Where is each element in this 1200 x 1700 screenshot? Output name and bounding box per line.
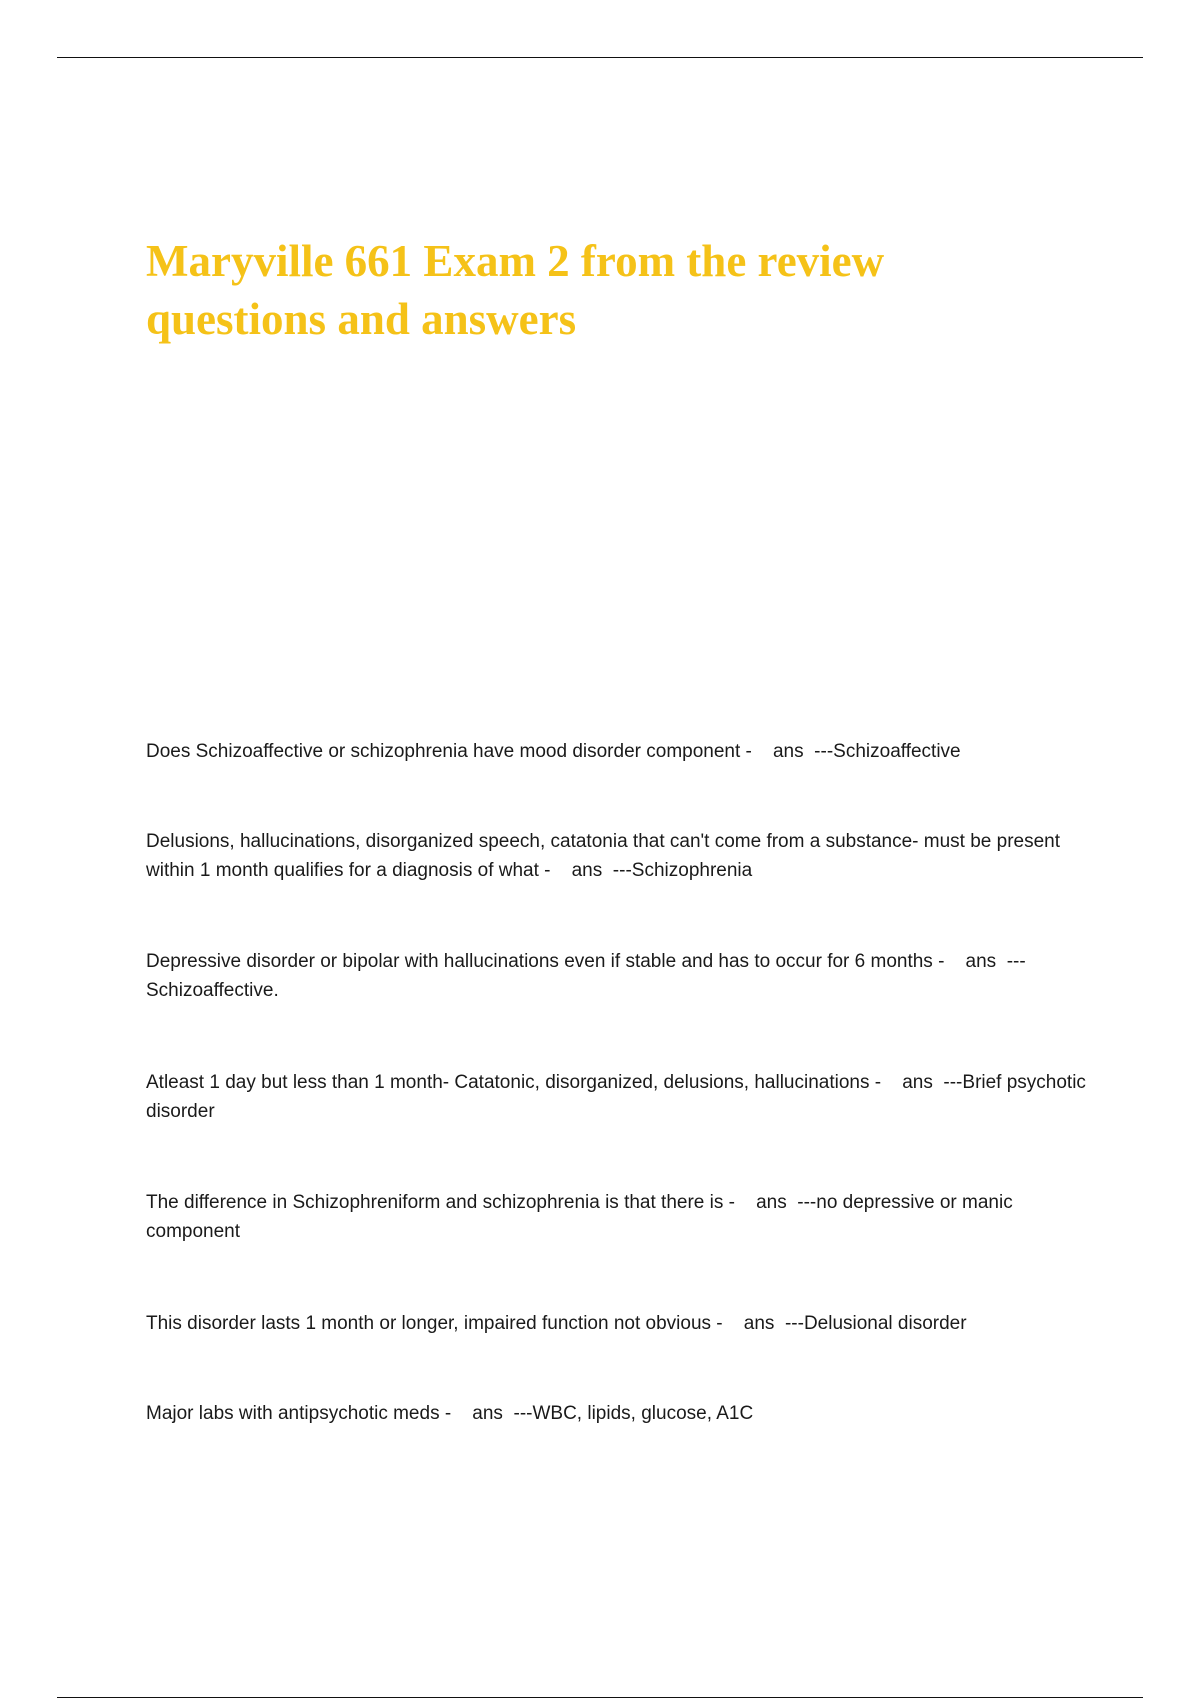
- qa-item: [146, 737, 1086, 766]
- question-text: This disorder lasts 1 month or longer, impaired function not obvious: [146, 1313, 712, 1334]
- top-rule: [57, 57, 1143, 58]
- answer-separator: - ans ---: [932, 951, 1026, 972]
- question-text: Atleast 1 day but less than 1 month- Catatonic, disorganized, delusions, hallucinations: [146, 1072, 870, 1093]
- answer-text: no depressive or manic component: [146, 1192, 1013, 1242]
- question-text: The difference in Schizophreniform and schizophrenia is that there is: [146, 1192, 724, 1213]
- qa-item: [146, 827, 1086, 885]
- answer-separator: - ans ---: [538, 860, 632, 881]
- answer-separator: - ans ---: [723, 1192, 817, 1213]
- qa-item: [146, 1068, 1086, 1126]
- qa-item: [146, 947, 1086, 1005]
- bottom-rule: [57, 1697, 1143, 1698]
- qa-item: [146, 1188, 1086, 1246]
- document-title: Maryville 661 Exam 2 from the review questions and answers: [146, 236, 885, 344]
- question-text: Depressive disorder or bipolar with hallucinations even if stable and has to occur for 6 months: [146, 951, 933, 972]
- answer-text: Delusional disorder: [803, 1313, 967, 1334]
- qa-item: [146, 1309, 1086, 1338]
- answer-separator: - ans ---: [711, 1313, 804, 1334]
- answer-text: WBC, lipids, glucose, A1C: [532, 1403, 754, 1424]
- answer-text: Schizoaffective: [833, 741, 961, 762]
- answer-text: Brief psychotic disorder: [146, 1072, 1086, 1122]
- answer-text: Schizophrenia: [631, 860, 753, 881]
- answer-separator: - ans ---: [439, 1403, 533, 1424]
- qa-item: [146, 1399, 1086, 1428]
- question-text: Does Schizoaffective or schizophrenia have mood disorder component: [146, 741, 741, 762]
- question-text: Delusions, hallucinations, disorganized speech, catatonia that can't come from a substance- must be present within 1 month qualifies for a diagnosis of what: [146, 831, 1061, 881]
- question-text: Major labs with antipsychotic meds: [146, 1403, 440, 1424]
- answer-text: Schizoaffective.: [146, 980, 279, 1001]
- answer-separator: - ans ---: [869, 1072, 963, 1093]
- answer-separator: - ans ---: [740, 741, 834, 762]
